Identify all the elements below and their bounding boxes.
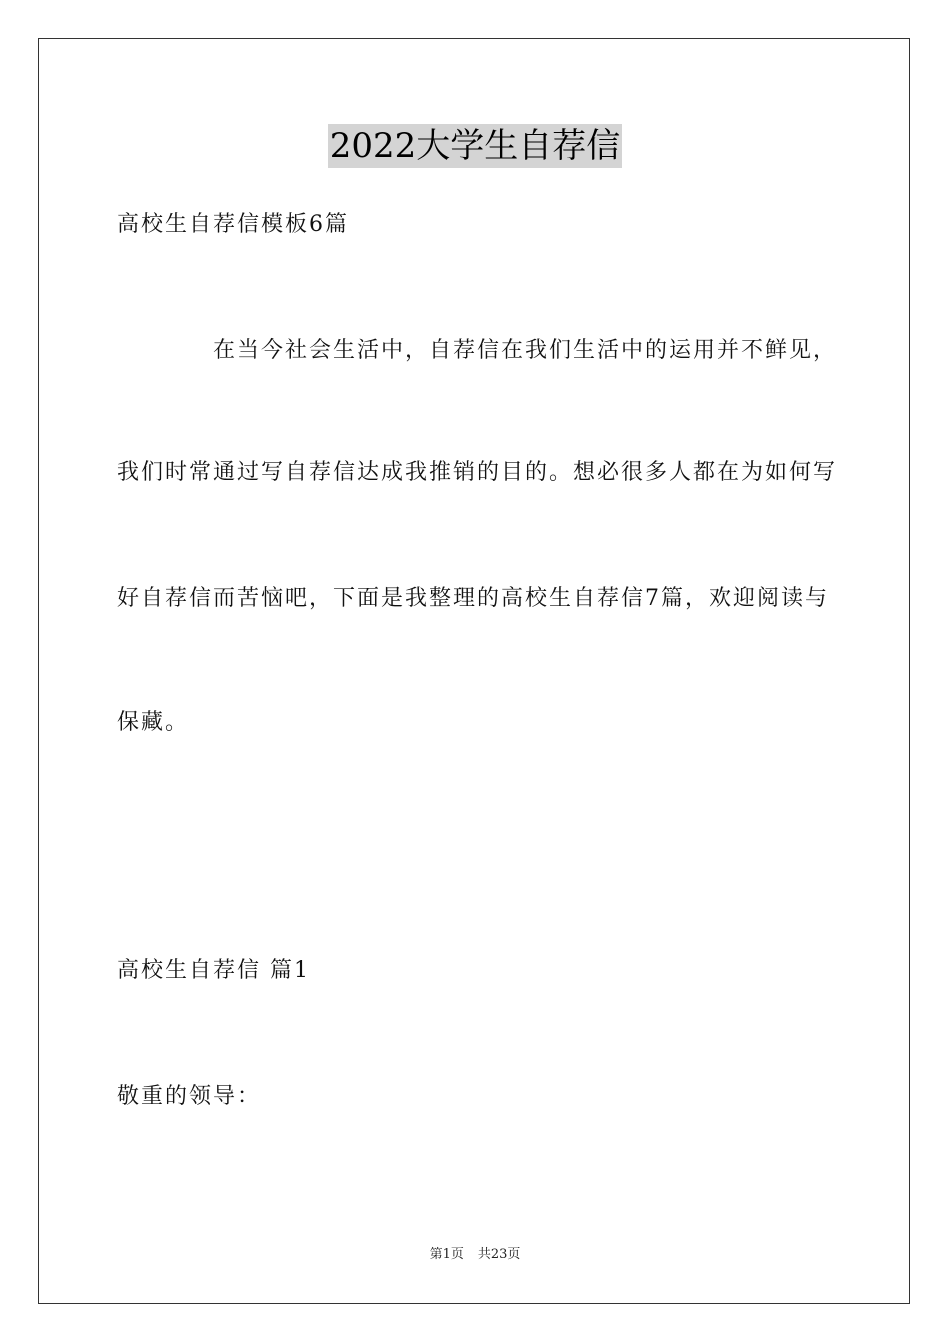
- page-footer: [0, 1246, 950, 1264]
- document-subtitle: 高校生自荐信模板6篇: [117, 212, 349, 237]
- intro-line-1: 在当今社会生活中，自荐信在我们生活中的运用并不鲜见，: [213, 338, 838, 363]
- page-total: 共23页: [477, 1247, 521, 1262]
- section-heading: 高校生自荐信 篇1: [117, 958, 310, 983]
- document-title: 2022大学生自荐信: [329, 126, 621, 166]
- title-container: [0, 124, 950, 168]
- intro-line-2: 我们时常通过写自荐信达成我推销的目的。想必很多人都在为如何写: [117, 460, 838, 485]
- intro-line-4: 保藏。: [117, 710, 190, 735]
- page-number: 第1页: [429, 1247, 464, 1262]
- intro-line-3: 好自荐信而苦恼吧，下面是我整理的高校生自荐信7篇，欢迎阅读与: [117, 586, 829, 611]
- salutation: 敬重的领导：: [117, 1084, 262, 1109]
